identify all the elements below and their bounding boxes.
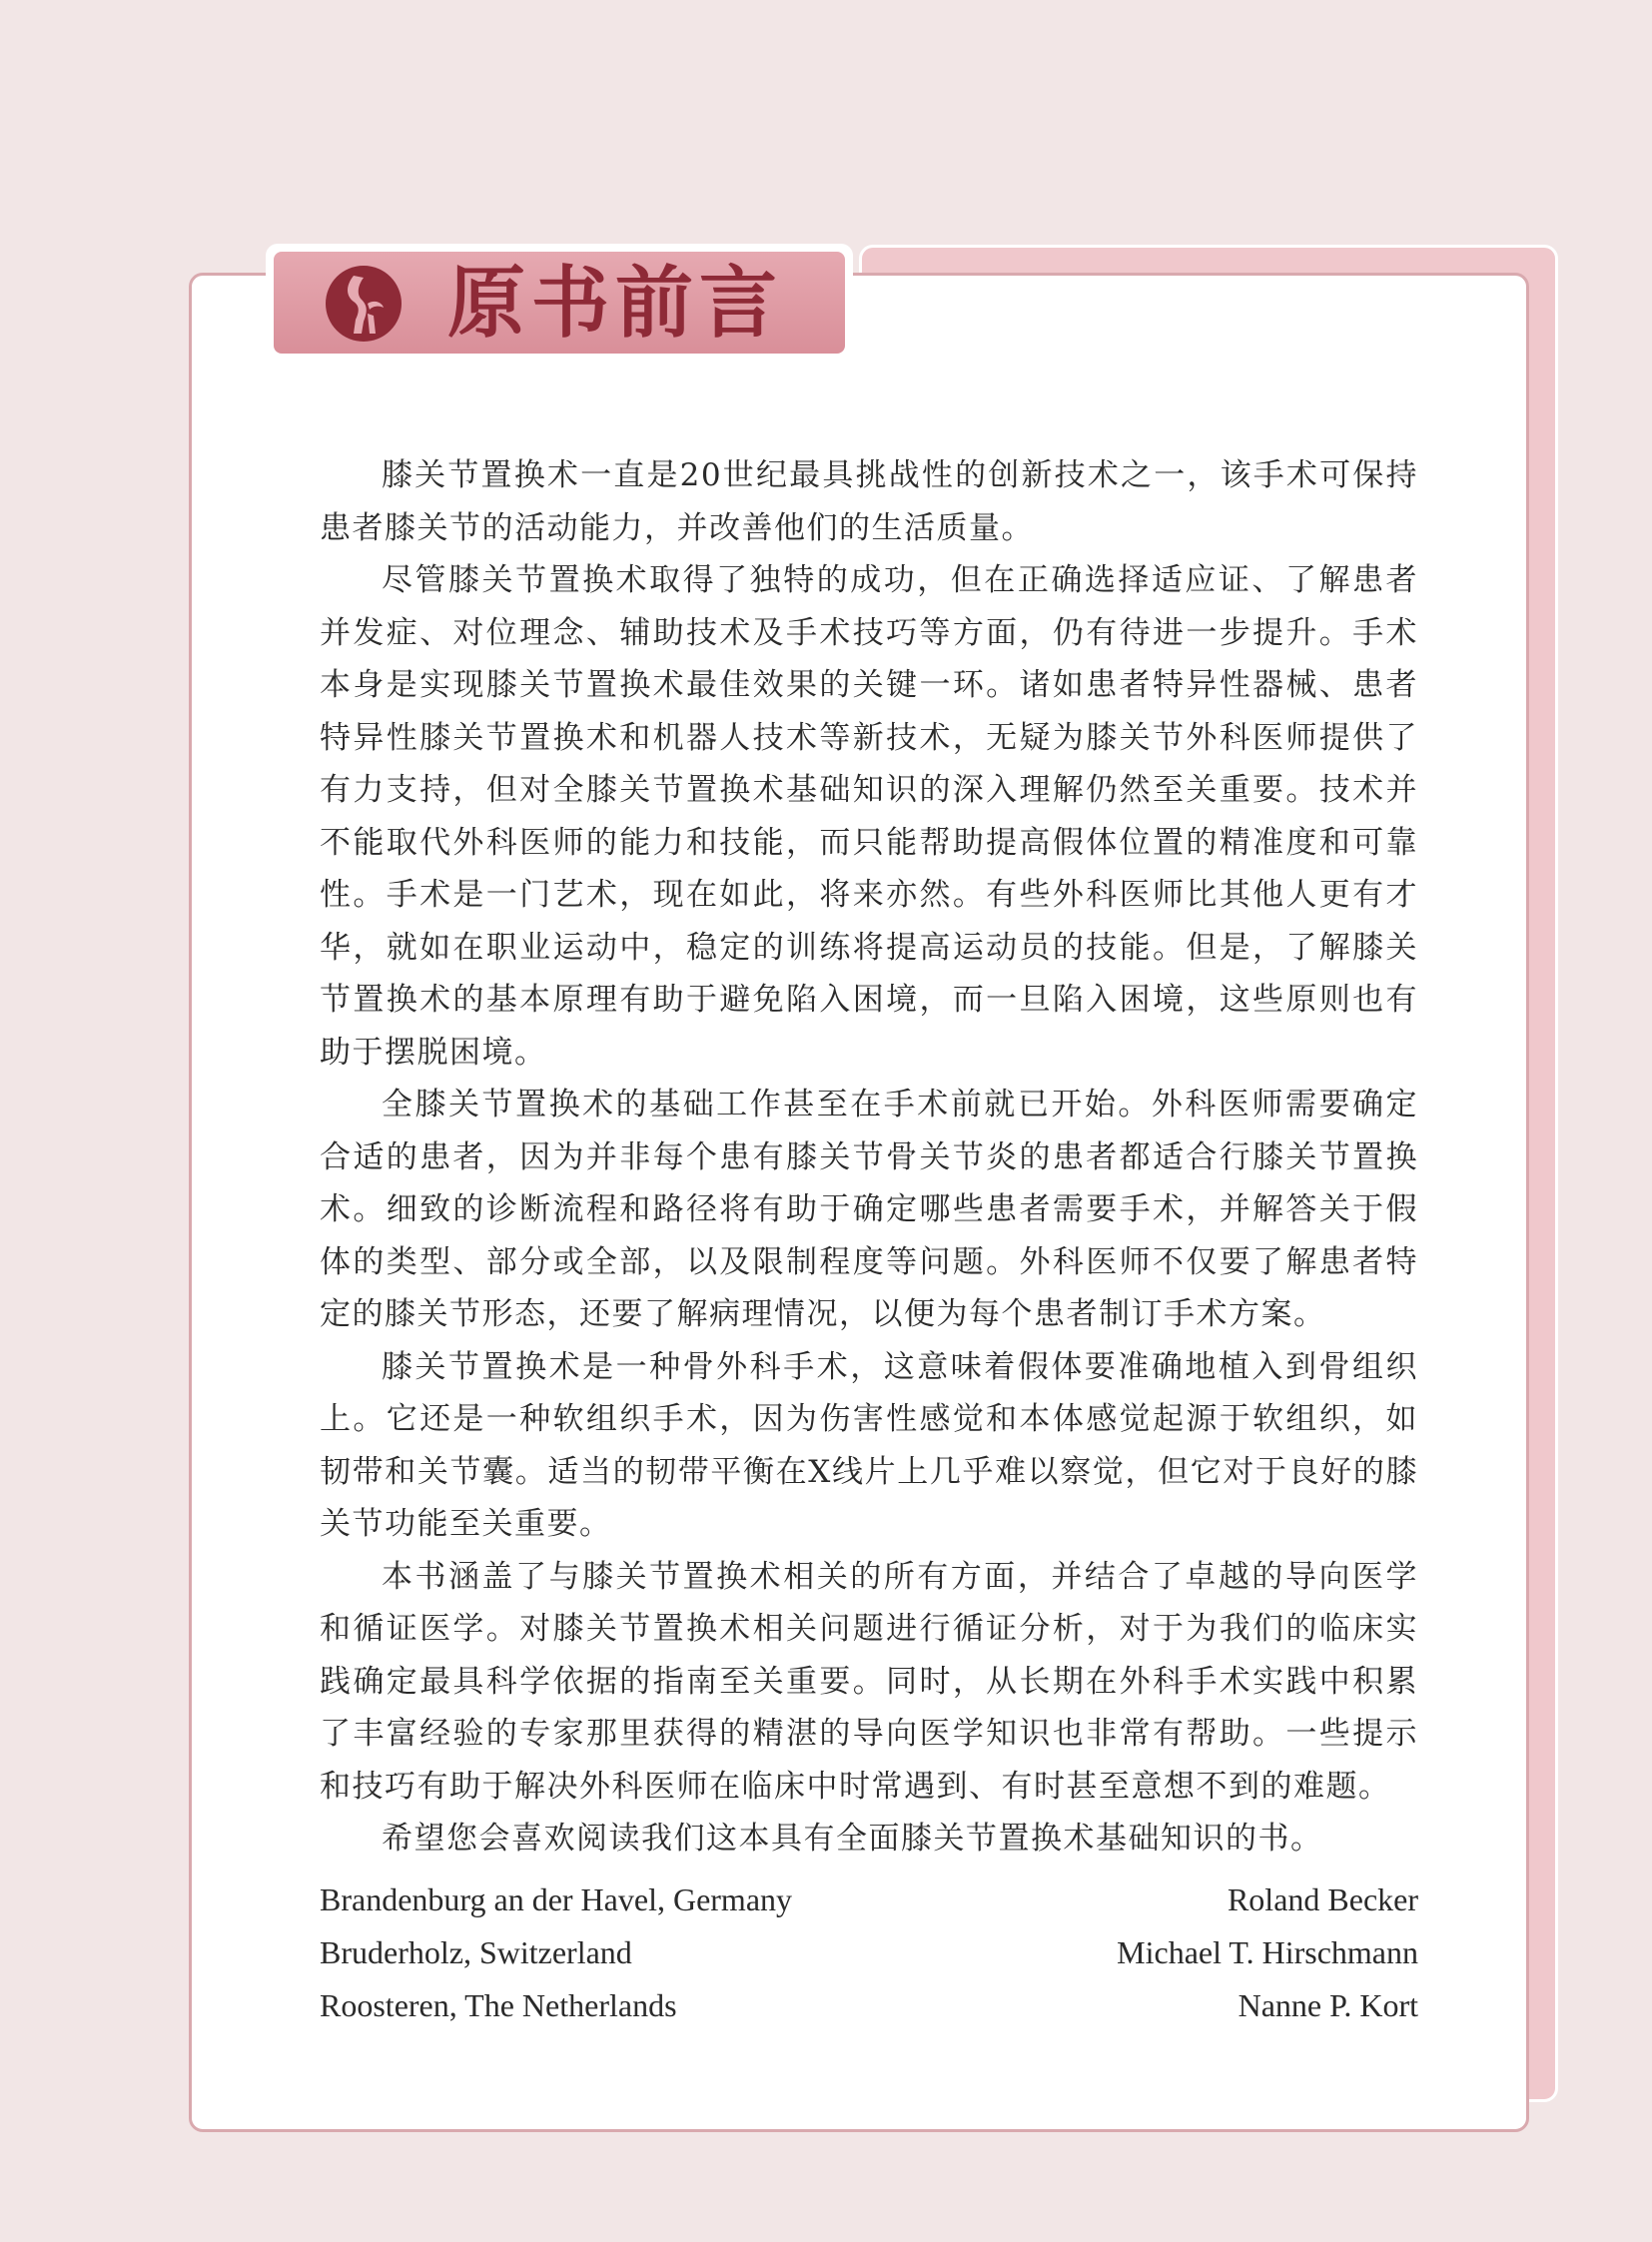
title-banner: [274, 252, 845, 354]
paragraph: 全膝关节置换术的基础工作甚至在手术前就已开始。外科医师需要确定合适的患者，因为并非每个患有膝关节骨关节炎的患者都适合行膝关节置换术。细致的诊断流程和路径将有助于确定哪些患者需要手术，并解答关于假体的类型、部分或全部，以及限制程度等问题。外科医师不仅要了解患者特定的膝关节形态，还要了解病理情况，以便为每个患者制订手术方案。: [320, 1087, 1418, 1332]
paragraph: 本书涵盖了与膝关节置换术相关的所有方面，并结合了卓越的导向医学和循证医学。对膝关节置换术相关问题进行循证分析，对于为我们的临床实践确定最具科学依据的指南至关重要。同时，从长期在外科手术实践中积累了丰富经验的专家那里获得的精湛的导向医学知识也非常有帮助。一些提示和技巧有助于解决外科医师在临床中时常遇到、有时甚至意想不到的难题。: [320, 1558, 1418, 1805]
signature-name: Michael T. Hirschmann: [1117, 1934, 1418, 1970]
page-title: 原书前言: [447, 258, 784, 349]
paragraph: 膝关节置换术一直是20世纪最具挑战性的创新技术之一，该手术可保持患者膝关节的活动能力，并改善他们的生活质量。: [320, 457, 1418, 546]
knee-joint-icon: [324, 264, 404, 344]
signature-row: [320, 1926, 1418, 1979]
signature-location: Bruderholz, Switzerland: [320, 1934, 632, 1970]
signature-row: [320, 1873, 1418, 1926]
signature-name: Roland Becker: [1227, 1881, 1418, 1917]
paragraph: 尽管膝关节置换术取得了独特的成功，但在正确选择适应证、了解患者并发症、对位理念、辅助技术及手术技巧等方面，仍有待进一步提升。手术本身是实现膝关节置换术最佳效果的关键一环。诸如患者特异性器械、患者特异性膝关节置换术和机器人技术等新技术，无疑为膝关节外科医师提供了有力支持，但对全膝关节置换术基础知识的深入理解仍然至关重要。技术并不能取代外科医师的能力和技能，而只能帮助提高假体位置的精准度和可靠性。手术是一门艺术，现在如此，将来亦然。有些外科医师比其他人更有才华，就如在职业运动中，稳定的训练将提高运动员的技能。但是，了解膝关节置换术的基本原理有助于避免陷入困境，而一旦陷入困境，这些原则也有助于摆脱困境。: [320, 562, 1418, 1071]
paragraph: 膝关节置换术是一种骨外科手术，这意味着假体要准确地植入到骨组织上。它还是一种软组织手术，因为伤害性感觉和本体感觉起源于软组织，如韧带和关节囊。适当的韧带平衡在X线片上几乎难以察觉，但它对于良好的膝关节功能至关重要。: [320, 1348, 1418, 1542]
signature-location: Brandenburg an der Havel, Germany: [320, 1881, 793, 1917]
signature-block: [320, 1873, 1418, 2032]
signature-location: Roosteren, The Netherlands: [320, 1987, 677, 2023]
preface-body: [320, 449, 1418, 1866]
signature-row: [320, 1979, 1418, 2032]
paragraph: 希望您会喜欢阅读我们这本具有全面膝关节置换术基础知识的书。: [382, 1821, 1323, 1857]
signature-name: Nanne P. Kort: [1238, 1987, 1418, 2023]
title-tab: [266, 244, 853, 362]
